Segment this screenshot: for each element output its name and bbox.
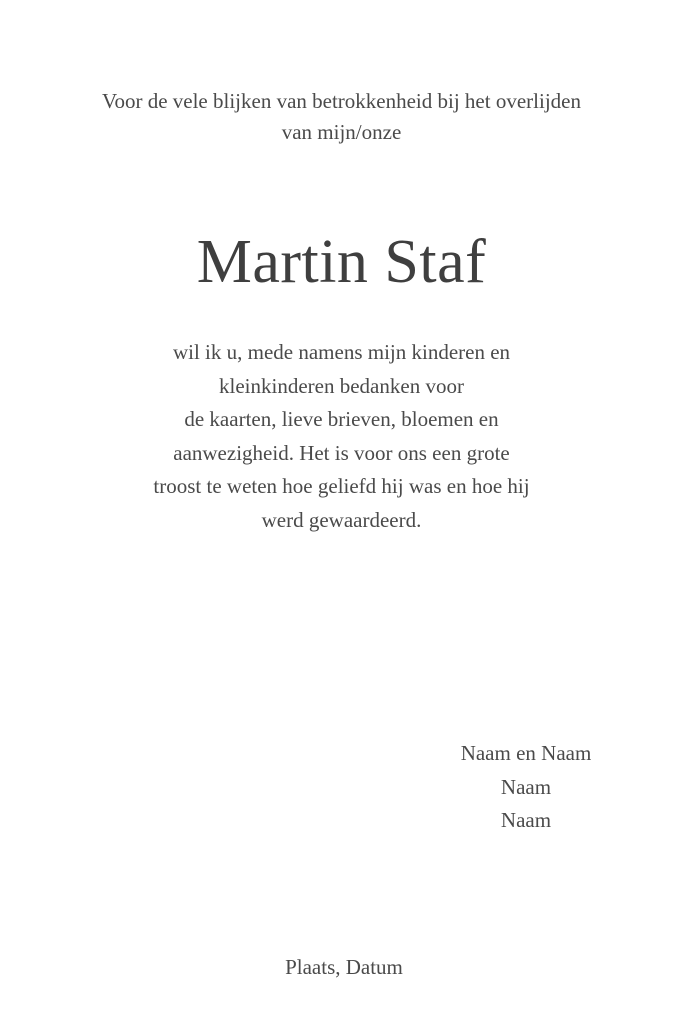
signature-block: [420, 737, 632, 838]
message-line: aanwezigheid. Het is voor ons een grote: [173, 440, 510, 465]
message-line: de kaarten, lieve brieven, bloemen en: [184, 407, 499, 431]
signature-line: Naam en Naam: [460, 741, 592, 765]
signature-line: Naam: [500, 808, 552, 832]
place-date: Plaats, Datum: [285, 955, 403, 979]
message-line: kleinkinderen bedanken voor: [219, 373, 464, 398]
signature-line: Naam: [500, 774, 552, 799]
intro-line: van mijn/onze: [281, 120, 402, 144]
intro-text: [30, 86, 653, 148]
message-line: werd gewaardeerd.: [261, 507, 422, 532]
intro-line: Voor de vele blijken van betrokkenheid bij het overlijden: [102, 89, 581, 113]
message-text: [60, 336, 623, 537]
message-line: troost te weten hoe geliefd hij was en hoe hij: [153, 474, 530, 498]
deceased-name: Martin Staf: [196, 228, 487, 296]
message-line: wil ik u, mede namens mijn kinderen en: [172, 340, 511, 364]
